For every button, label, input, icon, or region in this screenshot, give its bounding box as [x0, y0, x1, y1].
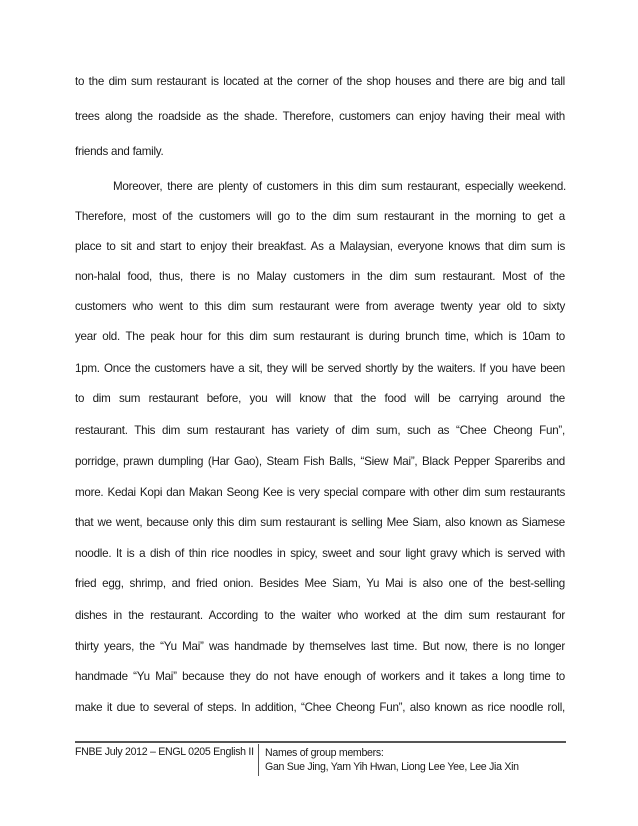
paragraph-first-line: Moreover, there are plenty of customers in this dim sum restaurant, especially weekend. — [113, 180, 566, 193]
footer-members-names: Gan Sue Jing, Yam Yih Hwan, Liong Lee Yee, Lee Jia Xin — [265, 761, 519, 773]
body-line: that we went, because only this dim sum restaurant is selling Mee Siam, also known as Siamese — [75, 516, 565, 529]
body-line: to dim sum restaurant before, you will know that the food will be carrying around the — [75, 392, 565, 405]
footer-members-label: Names of group members: — [265, 747, 384, 759]
footer-rule — [75, 741, 566, 743]
footer-group-members — [265, 746, 519, 774]
body-line: place to sit and start to enjoy their breakfast. As a Malaysian, everyone knows that dim sum is — [75, 240, 565, 253]
body-line: porridge, prawn dumpling (Har Gao), Steam Fish Balls, “Siew Mai”, Black Pepper Spareribs and — [75, 455, 565, 468]
body-line: noodle. It is a dish of thin rice noodles in spicy, sweet and sour light gravy which is served with — [75, 547, 565, 560]
body-line: non-halal food, thus, there is no Malay customers in the dim sum restaurant. Most of the — [75, 270, 565, 283]
body-line: more. Kedai Kopi dan Makan Seong Kee is very special compare with other dim sum restaurants — [75, 486, 565, 499]
body-line: thirty years, the “Yu Mai” was handmade by themselves last time. But now, there is no longer — [75, 640, 565, 653]
body-line: trees along the roadside as the shade. Therefore, customers can enjoy having their meal with — [75, 110, 565, 123]
body-line: friends and family. — [75, 145, 164, 158]
body-line: to the dim sum restaurant is located at the corner of the shop houses and there are big and tall — [75, 75, 565, 88]
footer-course-label: FNBE July 2012 – ENGL 0205 English II — [75, 746, 254, 758]
body-line: customers who went to this dim sum restaurant were from average twenty year old to sixty — [75, 300, 565, 313]
body-line: dishes in the restaurant. According to the waiter who worked at the dim sum restaurant for — [75, 609, 565, 622]
footer-divider — [258, 744, 259, 776]
body-line: restaurant. This dim sum restaurant has variety of dim sum, such as “Chee Cheong Fun”, — [75, 424, 565, 437]
body-line: fried egg, shrimp, and fried onion. Besides Mee Siam, Yu Mai is also one of the best-selling — [75, 577, 565, 590]
body-line: year old. The peak hour for this dim sum restaurant is during brunch time, which is 10am to — [75, 330, 565, 343]
body-line: make it due to several of steps. In addition, “Chee Cheong Fun”, also known as rice noodle roll, — [75, 701, 565, 714]
body-line: 1pm. Once the customers have a sit, they will be served shortly by the waiters. If you have been — [75, 362, 565, 375]
body-line: Therefore, most of the customers will go to the dim sum restaurant in the morning to get a — [75, 210, 565, 223]
body-line: handmade “Yu Mai” because they do not have enough of workers and it takes a long time to — [75, 670, 565, 683]
